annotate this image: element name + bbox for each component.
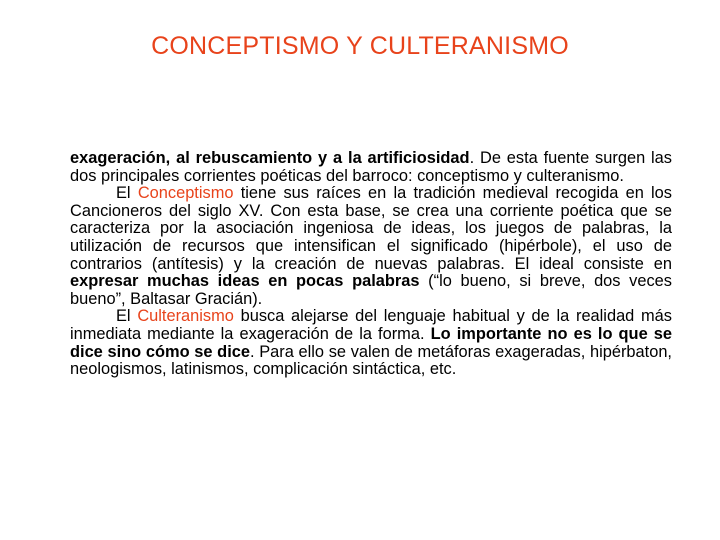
culteranismo-prefix: El — [116, 307, 138, 326]
conceptismo-bold: expresar muchas ideas en pocas palabras — [70, 272, 420, 291]
conceptismo-paragraph — [70, 185, 672, 308]
conceptismo-term: Conceptismo — [137, 184, 234, 203]
intro-bold-lead: exageración, al rebuscamiento y a la artificiosidad — [70, 149, 470, 167]
culteranismo-text-2: . Para ello se valen de metáforas exageradas, hipérbaton, neologismos, latinismos, complicación sintáctica, etc. — [70, 342, 672, 379]
culteranismo-paragraph — [70, 308, 672, 378]
conceptismo-text-2: (“lo bueno, si breve, dos veces bueno”, Baltasar Gracián). — [70, 272, 672, 308]
intro-text: . De esta fuente surgen las dos principales corrientes poéticas del barroco: conceptismo y culteranismo. — [70, 149, 672, 185]
conceptismo-prefix: El — [116, 184, 138, 203]
culteranismo-bold: Lo importante no es lo que se dice sino cómo se dice — [70, 324, 673, 361]
slide-title: CONCEPTISMO Y CULTERANISMO — [151, 32, 569, 60]
culteranismo-text-1: busca alejarse del lenguaje habitual y de la realidad más inmediata mediante la exageración de la forma. — [70, 307, 672, 343]
slide-body — [70, 150, 672, 379]
intro-paragraph — [70, 150, 672, 185]
culteranismo-term: Culteranismo — [137, 307, 234, 326]
conceptismo-text-1: tiene sus raíces en la tradición medieval recogida en los Cancioneros del siglo XV. Con esta base, se crea una corriente poética que se caracteriza por la asociación ingeniosa de ideas, los juegos de palabras, la utilización de recursos que intensifican el significado (hipérbole), el uso de contrarios (antítesis) y la creación de nuevas palabras. El ideal consiste en — [70, 184, 672, 273]
